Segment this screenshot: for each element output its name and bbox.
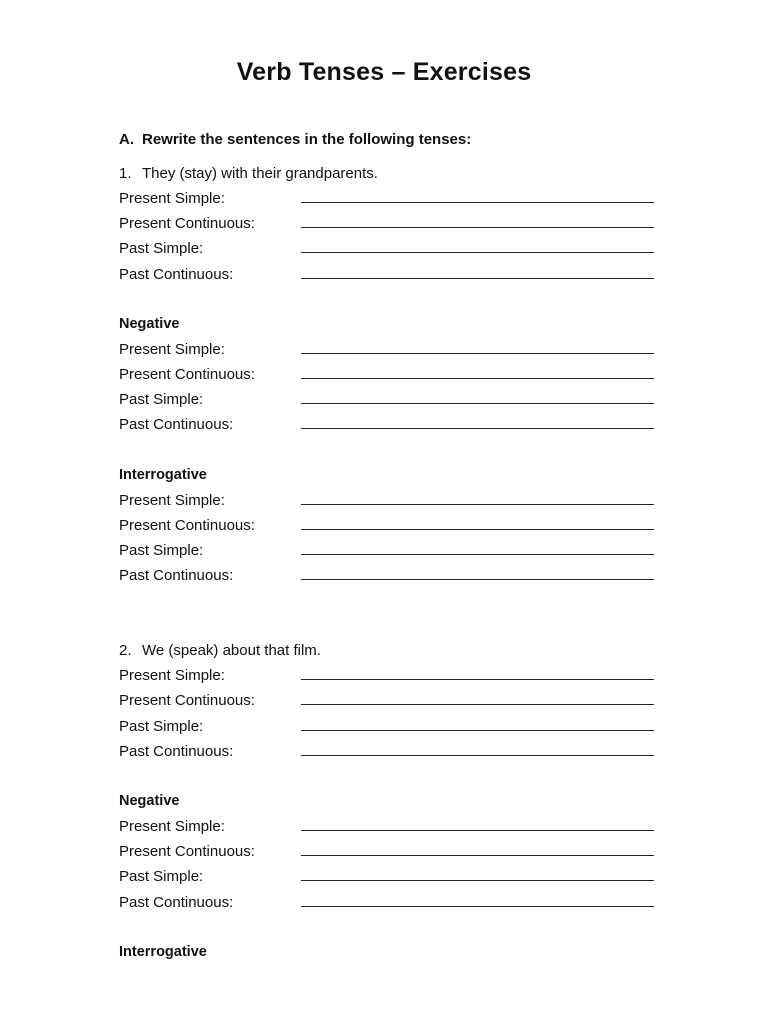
answer-row	[119, 890, 659, 915]
answer-line[interactable]	[301, 704, 654, 705]
tense-label: Past Simple:	[119, 541, 204, 559]
answer-line[interactable]	[301, 378, 654, 379]
answer-row	[119, 236, 659, 261]
section-instruction: Rewrite the sentences in the following tenses:	[142, 131, 472, 148]
answer-line[interactable]	[301, 529, 654, 530]
tense-label: Past Continuous:	[119, 893, 234, 911]
answer-line[interactable]	[301, 403, 654, 404]
question-sentence: We (speak) about that film.	[142, 642, 321, 660]
tense-label: Present Continuous:	[119, 692, 255, 710]
answer-line[interactable]	[301, 278, 654, 279]
answer-row	[119, 814, 659, 839]
spacer	[119, 438, 659, 463]
answer-line[interactable]	[301, 579, 654, 580]
answer-row	[119, 488, 659, 513]
question-1	[119, 161, 659, 186]
tense-label: Past Simple:	[119, 717, 204, 735]
tense-label: Present Continuous:	[119, 365, 255, 383]
tense-label: Past Continuous:	[119, 265, 234, 283]
worksheet-content	[119, 127, 659, 965]
tense-label: Past Continuous:	[119, 742, 234, 760]
answer-row	[119, 739, 659, 764]
answer-row	[119, 688, 659, 713]
group-heading-negative: Negative	[119, 315, 180, 332]
answer-line[interactable]	[301, 906, 654, 907]
group-heading-negative: Negative	[119, 793, 180, 809]
answer-row	[119, 714, 659, 739]
tense-label: Past Simple:	[119, 391, 204, 409]
tense-label: Past Simple:	[119, 868, 204, 886]
answer-line[interactable]	[301, 202, 654, 203]
tense-label: Present Simple:	[119, 818, 225, 835]
section-letter: A.	[119, 131, 134, 148]
answer-row	[119, 337, 659, 362]
answer-line[interactable]	[301, 554, 654, 555]
spacer	[119, 915, 659, 940]
tense-label: Past Simple:	[119, 240, 204, 258]
answer-row	[119, 387, 659, 412]
answer-line[interactable]	[301, 830, 654, 831]
section-heading	[119, 127, 659, 152]
tense-label: Present Simple:	[119, 667, 225, 685]
tense-label: Present Simple:	[119, 190, 225, 207]
answer-row	[119, 262, 659, 287]
tense-label: Past Continuous:	[119, 416, 234, 434]
answer-row	[119, 538, 659, 563]
answer-row	[119, 663, 659, 688]
group-heading-interrogative: Interrogative	[119, 466, 207, 483]
tense-label: Present Simple:	[119, 491, 225, 509]
answer-line[interactable]	[301, 428, 654, 429]
tense-label: Present Simple:	[119, 340, 225, 358]
tense-label: Present Continuous:	[119, 516, 255, 534]
answer-row	[119, 362, 659, 387]
group-heading-interrogative: Interrogative	[119, 943, 207, 960]
answer-row	[119, 839, 659, 864]
spacer	[119, 287, 659, 312]
answer-line[interactable]	[301, 880, 654, 881]
answer-line[interactable]	[301, 353, 654, 354]
answer-line[interactable]	[301, 855, 654, 856]
tense-label: Present Continuous:	[119, 843, 255, 861]
answer-line[interactable]	[301, 679, 654, 680]
page-title: Verb Tenses – Exercises	[236, 58, 532, 86]
spacer	[119, 588, 659, 638]
answer-line[interactable]	[301, 227, 654, 228]
answer-line[interactable]	[301, 252, 654, 253]
answer-row	[119, 563, 659, 588]
tense-label: Present Continuous:	[119, 215, 255, 233]
spacer	[119, 764, 659, 789]
answer-row	[119, 864, 659, 889]
tense-label: Past Continuous:	[119, 567, 234, 585]
answer-row	[119, 211, 659, 236]
answer-line[interactable]	[301, 504, 654, 505]
answer-row	[119, 513, 659, 538]
question-2	[119, 638, 659, 663]
question-number: 1.	[119, 165, 132, 182]
question-sentence: They (stay) with their grandparents.	[142, 165, 378, 182]
answer-row	[119, 412, 659, 437]
answer-line[interactable]	[301, 730, 654, 731]
answer-line[interactable]	[301, 755, 654, 756]
question-number: 2.	[119, 642, 132, 660]
answer-row	[119, 186, 659, 211]
